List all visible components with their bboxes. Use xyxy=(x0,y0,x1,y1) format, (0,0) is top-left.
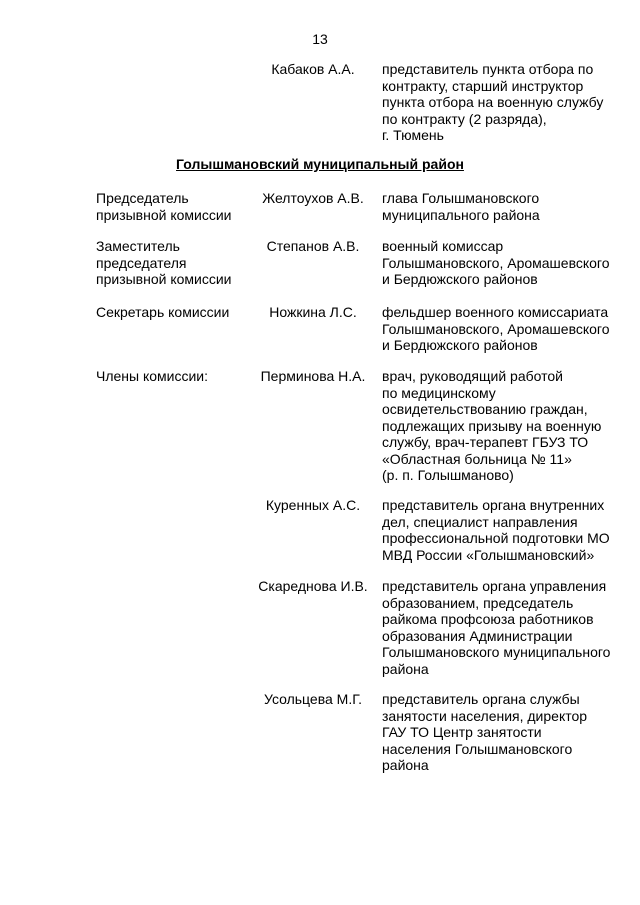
description-line: представитель органа управления xyxy=(382,578,607,594)
member-name: Желтоухов А.В. xyxy=(262,190,364,206)
description-line: представитель пункта отбора по xyxy=(382,61,594,77)
description-line: глава Голышмановского xyxy=(382,190,540,206)
description-line: контракту, старший инструктор xyxy=(382,77,584,94)
description-line: Голышмановского, Аромашевского xyxy=(382,254,610,271)
member-name: Куренных А.С. xyxy=(265,497,361,513)
description-line: МВД России «Голышмановский» xyxy=(382,546,595,563)
description-line: Голышмановского муниципального xyxy=(382,644,611,660)
member-role xyxy=(96,190,246,223)
description-line: службу, врач-терапевт ГБУЗ ТО xyxy=(382,434,589,450)
member-name: Перминова Н.А. xyxy=(260,368,366,384)
description-line: представитель органа внутренних xyxy=(382,497,605,513)
description-line: военный комиссар xyxy=(382,238,504,254)
description-line: и Бердюжского районов xyxy=(382,271,538,287)
section-heading: Голышмановский муниципальный район xyxy=(176,156,464,172)
role-line: председателя xyxy=(96,254,187,271)
description-line: Голышмановского, Аромашевского xyxy=(382,320,610,337)
role-line: призывной комиссии xyxy=(96,271,232,287)
description-line: подлежащих призыву на военную xyxy=(382,417,602,434)
description-line: занятости населения, директор xyxy=(382,707,588,724)
role-line: Заместитель xyxy=(96,238,180,254)
member-description xyxy=(382,190,617,223)
description-line: образования Администрации xyxy=(382,627,573,644)
role-line: Председатель xyxy=(96,190,189,206)
description-line: по медицинскому xyxy=(382,384,496,401)
member-description xyxy=(382,497,617,563)
member-name: Ножкина Л.С. xyxy=(269,304,357,320)
description-line: по контракту (2 разряда), xyxy=(382,110,547,127)
role-line: Члены комиссии: xyxy=(96,368,209,384)
description-line: населения Голышмановского xyxy=(382,740,573,757)
member-description xyxy=(382,691,617,774)
description-line: райкома профсоюза работников xyxy=(382,611,594,627)
member-description xyxy=(382,368,617,484)
description-line: образованием, председатель xyxy=(382,594,574,611)
member-description xyxy=(382,238,617,288)
member-name: Усольцева М.Г. xyxy=(264,691,362,707)
description-line: врач, руководящий работой xyxy=(382,368,563,384)
description-line: (р. п. Голышманово) xyxy=(382,467,514,483)
member-role xyxy=(96,238,246,288)
member-name: Скареднова И.В. xyxy=(258,578,368,594)
description-line: освидетельствованию граждан, xyxy=(382,401,588,417)
description-line: пункта отбора на военную службу xyxy=(382,94,604,110)
description-line: фельдшер военного комиссариата xyxy=(382,304,609,320)
role-line: Секретарь комиссии xyxy=(96,304,230,320)
role-line: призывной комиссии xyxy=(96,206,232,223)
page-number: 13 xyxy=(312,31,328,47)
member-name: Степанов А.В. xyxy=(266,238,360,254)
description-line: муниципального района xyxy=(382,206,540,223)
description-line: дел, специалист направления xyxy=(382,513,578,530)
description-line: района xyxy=(382,660,429,677)
description-line: и Бердюжского районов xyxy=(382,337,538,353)
member-name: Кабаков А.А. xyxy=(271,61,355,77)
member-role xyxy=(96,368,246,385)
description-line: района xyxy=(382,757,429,773)
member-role xyxy=(96,304,246,321)
member-description xyxy=(382,61,617,144)
member-description xyxy=(382,578,617,677)
description-line: ГАУ ТО Центр занятости xyxy=(382,724,542,740)
description-line: представитель органа службы xyxy=(382,691,580,707)
member-description xyxy=(382,304,617,354)
description-line: «Областная больница № 11» xyxy=(382,450,572,467)
description-line: г. Тюмень xyxy=(382,127,444,143)
description-line: профессиональной подготовки МО xyxy=(382,530,610,546)
